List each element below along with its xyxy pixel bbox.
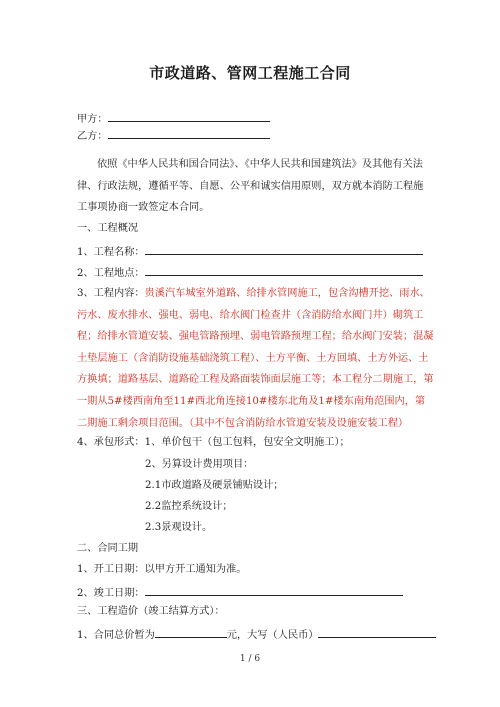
party-b-blank [108, 127, 270, 139]
end-date-blank [145, 584, 403, 596]
project-name-blank [145, 243, 423, 255]
sub-item-2: 2.1市政道路及硬景铺贴设计； [145, 480, 284, 491]
intro-paragraph [77, 154, 432, 219]
contract-price-label-b: 元，大写（人民币） [226, 630, 319, 641]
party-a-label: 甲方： [77, 114, 108, 125]
section-1-heading: 一、工程概况 [77, 223, 139, 234]
party-b-label: 乙方： [77, 131, 108, 142]
contract-title: 市政道路、管网工程施工合同 [149, 64, 351, 82]
project-name-line [77, 243, 423, 260]
project-location-line [77, 264, 423, 281]
intro-text: 依照《中华人民共和国合同法》、《中华人民共和国建筑法》及其他有关法律、行政法规，遵循平等、自愿、公平和诚实信用原则，双方就本消防工程施工事项协商一致签定本合同。 [77, 159, 424, 214]
project-content-text: 贵溪汽车城室外道路、给排水管网施工，包含沟槽开挖、雨水、污水、废水排水、强电、弱电、给水阀门检查井（含消防给水阀门井）砌筑工程；给排水管道安装、强电管路预埋、弱电管路预埋工程；给水阀门安装；混凝土垫层施工（含消防设施基础浇筑工程）、土方平衡、土方回填、土方外运、土方换填；道路基层、道路砼工程及路面装饰面层施工等；本工程分二期施工，第一期从5#楼西南角至11#西北角连接10#楼东北角及1#楼东南角范围内，第二期施工剩余项目范围。（其中不包含消防给水管道安装及设施安装工程） [77, 288, 434, 429]
contract-price-amount-blank [155, 626, 227, 638]
contract-form-line: 4、承包形式：1、单价包干（包工包料，包安全文明施工）； [77, 437, 350, 448]
section-2-heading: 二、合同工期 [77, 543, 139, 554]
sub-item-4: 2.3景观设计。 [145, 522, 213, 533]
party-a-blank [108, 110, 270, 122]
end-date-label: 2、竣工日期： [77, 588, 145, 599]
start-date-line: 1、开工日期：以甲方开工通知为准。 [77, 564, 247, 575]
contract-price-words-blank [318, 626, 436, 638]
party-a-line [77, 110, 270, 127]
project-name-label: 1、工程名称： [77, 247, 145, 258]
sub-item-1: 2、另算设计费用项目： [145, 459, 254, 470]
page-number: 1 / 6 [239, 654, 261, 664]
contract-price-label-a: 1、合同总价暂为 [77, 630, 155, 641]
project-location-label: 2、工程地点： [77, 268, 145, 279]
party-b-line [77, 127, 270, 144]
end-date-line [77, 584, 403, 601]
project-content-paragraph [77, 283, 435, 434]
project-content-label: 3、工程内容： [77, 288, 145, 299]
project-location-blank [145, 264, 423, 276]
sub-item-3: 2.2监控系统设计； [145, 501, 233, 512]
contract-price-line [77, 626, 436, 643]
section-3-heading: 三、工程造价（竣工结算方式）： [77, 606, 225, 617]
